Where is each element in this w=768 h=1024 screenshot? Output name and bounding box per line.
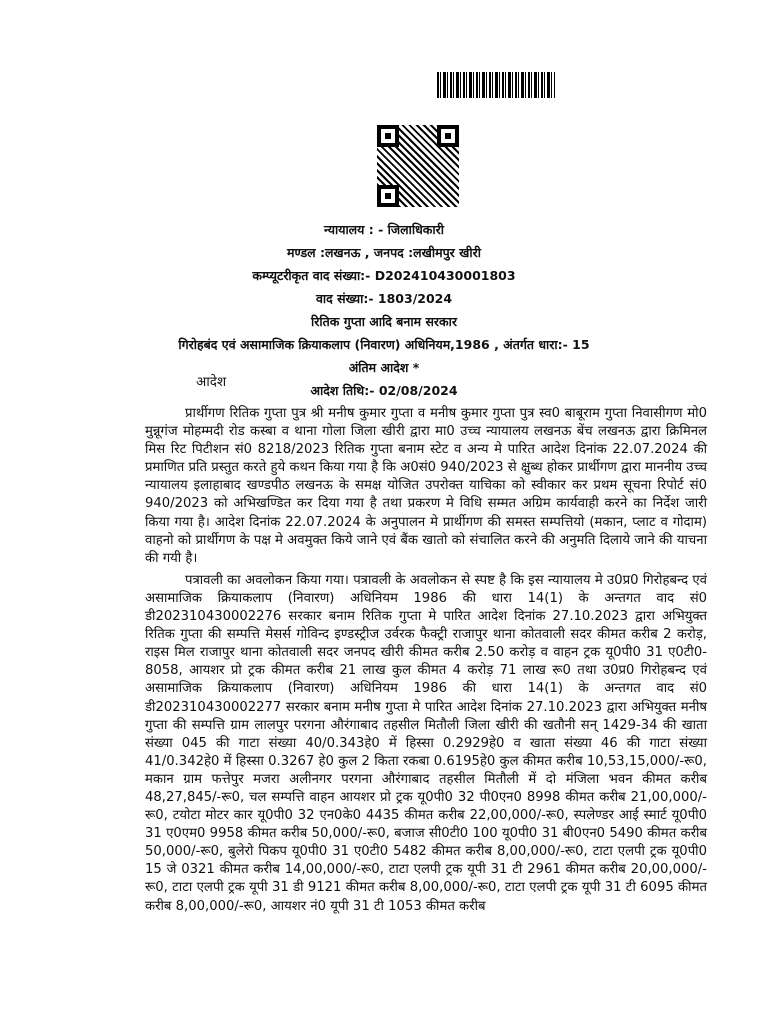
final-order-label: अंतिम आदेश *: [348, 360, 420, 375]
case-number: वाद संख्या:- 1803/2024: [315, 291, 453, 306]
barcode: [437, 72, 555, 98]
act-section: गिरोहबंद एवं असामाजिक क्रियाकलाप (निवारण) अधिनियम,1986 , अंतर्गत धारा:- 15: [178, 337, 590, 352]
court-name: न्यायालय : - जिलाधिकारी: [324, 222, 444, 237]
order-heading: आदेश: [196, 374, 227, 390]
paragraph-2: पत्रावली का अवलोकन किया गया। पत्रावली के अवलोकन से स्पष्ट है कि इस न्यायालय मे उ0प्र0 गिरोहबन्द एवं असामाजिक क्रियाकलाप (निवारण) अधिनियम 1986 की धारा 14(1) के अन्तगत वाद सं0 डी202310430002276 सरकार बनाम रितिक गुप्ता मे पारित आदेश दिनांक 27.10.2023 द्वारा अभियुक्त रितिक गुप्ता की सम्पत्ति मेसर्स गोविन्द इण्डस्ट्रीज उर्वरक फैक्ट्री राजापुर थाना कोतवाली सदर कीमत करीब 2 करोड़, राइस मिल राजापुर थाना कोतवाली सदर जनपद खीरी कीमत करीब 2.50 करोड़ व वाहन ट्रक यू0पी0 31 ए0टी0-8058, आयशर प्रो ट्रक कीमत करीब 21 लाख कुल कीमत 4 करोड़ 71 लाख रू0 तथा उ0प्र0 गिरोहबन्द एवं असामाजिक क्रियाकलाप (निवारण) अधिनियम 1986 की धारा 14(1) के अन्तगत वाद सं0 डी202310430002277 सरकार बनाम मनीष गुप्ता मे पारित आदेश दिनांक 27.10.2023 द्वारा अभियुक्त मनीष गुप्ता की सम्पत्ति ग्राम लालपुर परगना औरंगाबाद तहसील मितौली जिला खीरी की खतौनी सन् 1429-34 की खाता संख्या 045 की गाटा संख्या 40/0.343हे0 में हिस्सा 0.2929हे0 व खाता संख्या 46 की गाटा संख्या 41/0.342हे0 में हिस्सा 0.3267 हे0 कुल 2 किता रकबा 0.6195हे0 कुल कीमत करीब 10,53,15,000/-रू0, मकान ग्राम फत्तेपुर मजरा अलीनगर परगना औरंगाबाद तहसील मितौली में दो मंजिला भवन कीमत करीब 48,27,845/-रू0, चल सम्पत्ति वाहन आयशर प्रो ट्रक यू0पी0 32 पी0एन0 8998 कीमत करीब 21,00,000/-रू0, टयोटा मोटर कार यू0पी0 32 एन0के0 4435 कीमत करीब 22,00,000/-रू0, स्पलेण्डर आई स्मार्ट यू0पी0 31 ए0एम0 9958 कीमत करीब 50,000/-रू0, बजाज सी0टी0 100 यू0पी0 31 बी0एन0 5490 कीमत करीब 50,000/-रू0, बुलेरो पिकप यू0पी0 31 ए0टी0 5482 कीमत करीब 8,00,000/-रू0, टाटा एलपी ट्रक यू0पी0 15 जे 0321 कीमत करीब 14,00,000/-रू0, टाटा एलपी ट्रक यूपी 31 टी 2961 कीमत करीब 20,00,000/-रू0, टाटा एलपी ट्रक यूपी 31 डी 9121 कीमत करीब 8,00,000/-रू0, टाटा एलपी ट्रक यूपी 31 टी 6095 कीमत करीब 8,00,000/-रू0, आयशर नं0 यूपी 31 टी 1053 कीमत करीब: [145, 572, 707, 914]
division-district: मण्डल :लखनऊ , जनपद :लखीमपुर खीरी: [287, 245, 481, 260]
order-date: आदेश तिथि:- 02/08/2024: [310, 383, 458, 398]
parties: रितिक गुप्ता आदि बनाम सरकार: [311, 314, 457, 329]
computer-case-number: कम्प्यूटरीकृत वाद संख्या:- D202410430001803: [252, 268, 516, 283]
order-header: [0, 218, 768, 402]
qr-code: [377, 125, 459, 207]
order-body: [145, 405, 707, 916]
paragraph-1: प्रार्थीगण रितिक गुप्ता पुत्र श्री मनीष कुमार गुप्ता व मनीष कुमार गुप्ता पुत्र स्व0 बाबूराम गुप्ता निवासीगण मो0 मुन्नूगंज मोहम्मदी रोड कस्बा व थाना गोला जिला खीरी द्वारा मा0 उच्च न्यायालय लखनऊ बेंच लखनऊ द्वारा क्रिमिनल मिस रिट पिटीशन सं0 8218/2023 रितिक गुप्ता बनाम स्टेट व अन्य मे पारित आदेश दिनांक 22.07.2024 की प्रमाणित प्रति प्रस्तुत करते हुये कथन किया गया है कि अ0सं0 940/2023 से क्षुब्ध होकर प्रार्थीगण द्वारा माननीय उच्च न्यायालय इलाहाबाद खण्डपीठ लखनऊ के समक्ष योजित उपरोक्त याचिका को स्वीकार कर प्रथम सूचना रिपोर्ट सं0 940/2023 को अभिखण्डित कर दिया गया है तथा प्रकरण मे विधि सम्मत अग्रिम कार्यवाही करने का निर्देश जारी किया गया है। आदेश दिनांक 22.07.2024 के अनुपालन मे प्रार्थीगण की समस्त सम्पत्तियो (मकान, प्लाट व गोदाम) वाहनो को प्रार्थीगण के पक्ष मे अवमुक्त किये जाने एवं बैंक खातो को संचालित करने की अनुमति दिलाये जाने की याचना की गयी है।: [145, 406, 707, 566]
